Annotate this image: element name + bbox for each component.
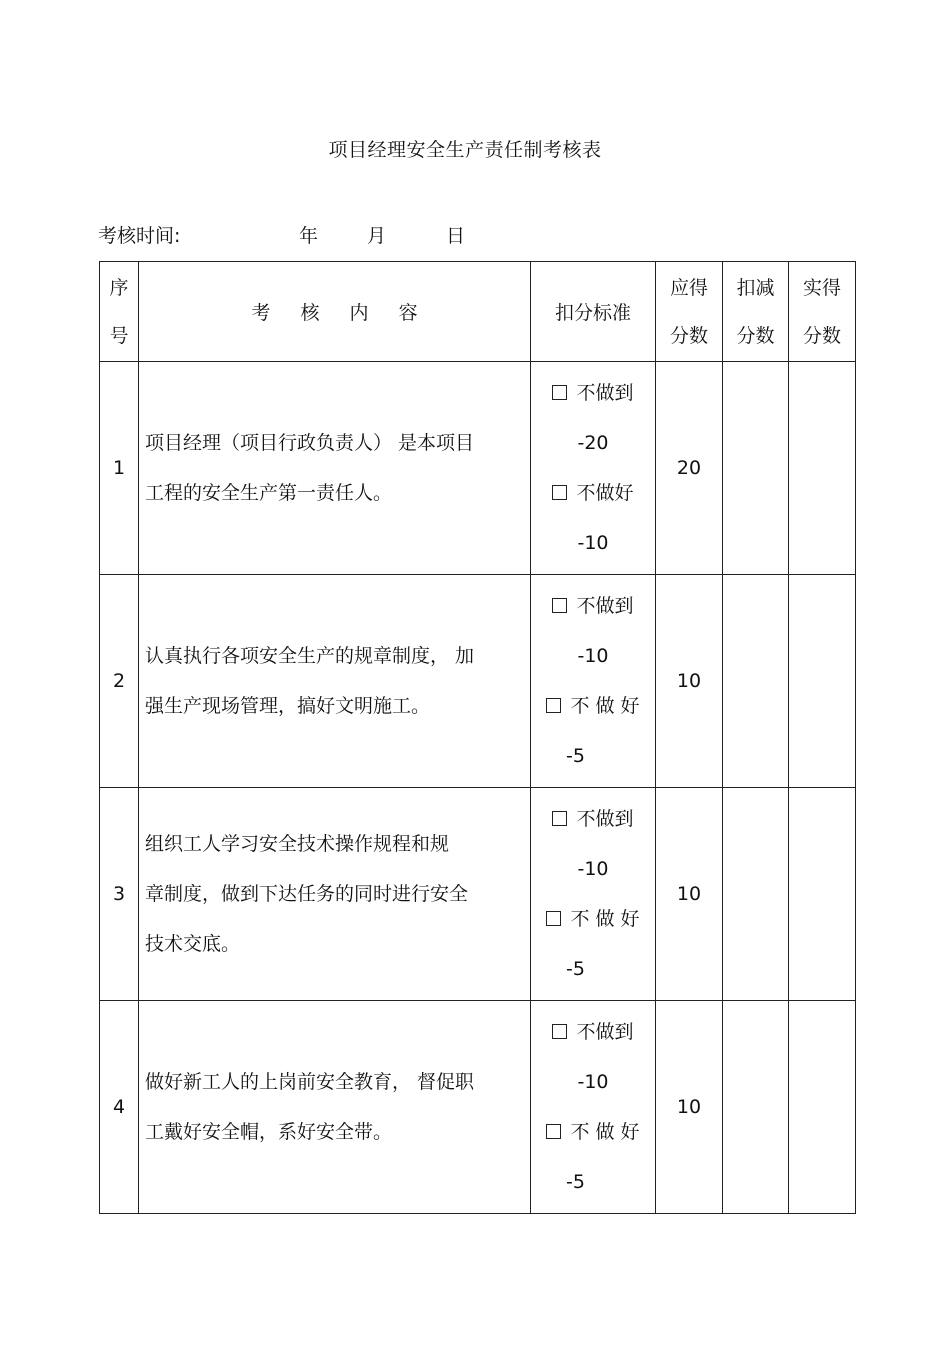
row-criteria: 不做到 -10 不 做 好 -5 [531,575,656,788]
checkbox[interactable] [546,1124,561,1139]
page-title: 项目经理安全生产责任制考核表 [328,139,602,161]
header-deduction: 扣减 分数 [723,262,789,362]
row-content: 项目经理（项目行政负责人） 是本项目 工程的安全生产第一责任人。 [139,362,531,575]
row-content: 组织工人学习安全技术操作规程和规 章制度，做到下达任务的同时进行安全 技术交底。 [139,788,531,1001]
table-row [100,1001,856,1214]
row-actual-cell[interactable] [789,362,856,575]
row-seq: 4 [100,1001,139,1214]
header-criteria: 扣分标准 [531,262,656,362]
row-content: 认真执行各项安全生产的规章制度， 加 强生产现场管理，搞好文明施工。 [139,575,531,788]
assessment-table [99,261,856,1214]
table-header-row [100,262,856,362]
row-deduction-cell[interactable] [723,575,789,788]
checkbox[interactable] [552,385,567,400]
row-deduction-cell[interactable] [723,788,789,1001]
checkbox[interactable] [552,1024,567,1039]
header-actual: 实得 分数 [789,262,856,362]
row-full-score: 10 [656,1001,723,1214]
table-row [100,788,856,1001]
row-deduction-cell[interactable] [723,362,789,575]
checkbox[interactable] [552,598,567,613]
row-actual-cell[interactable] [789,1001,856,1214]
row-actual-cell[interactable] [789,575,856,788]
row-seq: 3 [100,788,139,1001]
header-content: 考 核 内 容 [139,262,531,362]
row-seq: 1 [100,362,139,575]
header-full-score: 应得 分数 [656,262,723,362]
row-content: 做好新工人的上岗前安全教育， 督促职 工戴好安全帽，系好安全带。 [139,1001,531,1214]
row-seq: 2 [100,575,139,788]
header-seq: 序 号 [100,262,139,362]
row-full-score: 10 [656,788,723,1001]
row-full-score: 10 [656,575,723,788]
table-row [100,575,856,788]
month-field[interactable]: 月 [367,225,387,247]
year-field[interactable]: 年 [299,225,319,247]
row-deduction-cell[interactable] [723,1001,789,1214]
row-criteria: 不做到 -10 不 做 好 -5 [531,788,656,1001]
checkbox[interactable] [552,485,567,500]
row-actual-cell[interactable] [789,788,856,1001]
row-full-score: 20 [656,362,723,575]
checkbox[interactable] [546,911,561,926]
row-criteria: 不做到 -20 不做好 -10 [531,362,656,575]
checkbox[interactable] [552,811,567,826]
day-field[interactable]: 日 [446,225,466,247]
row-criteria: 不做到 -10 不 做 好 -5 [531,1001,656,1214]
assessment-date-label: 考核时间: [98,225,181,247]
checkbox[interactable] [546,698,561,713]
table-row [100,362,856,575]
